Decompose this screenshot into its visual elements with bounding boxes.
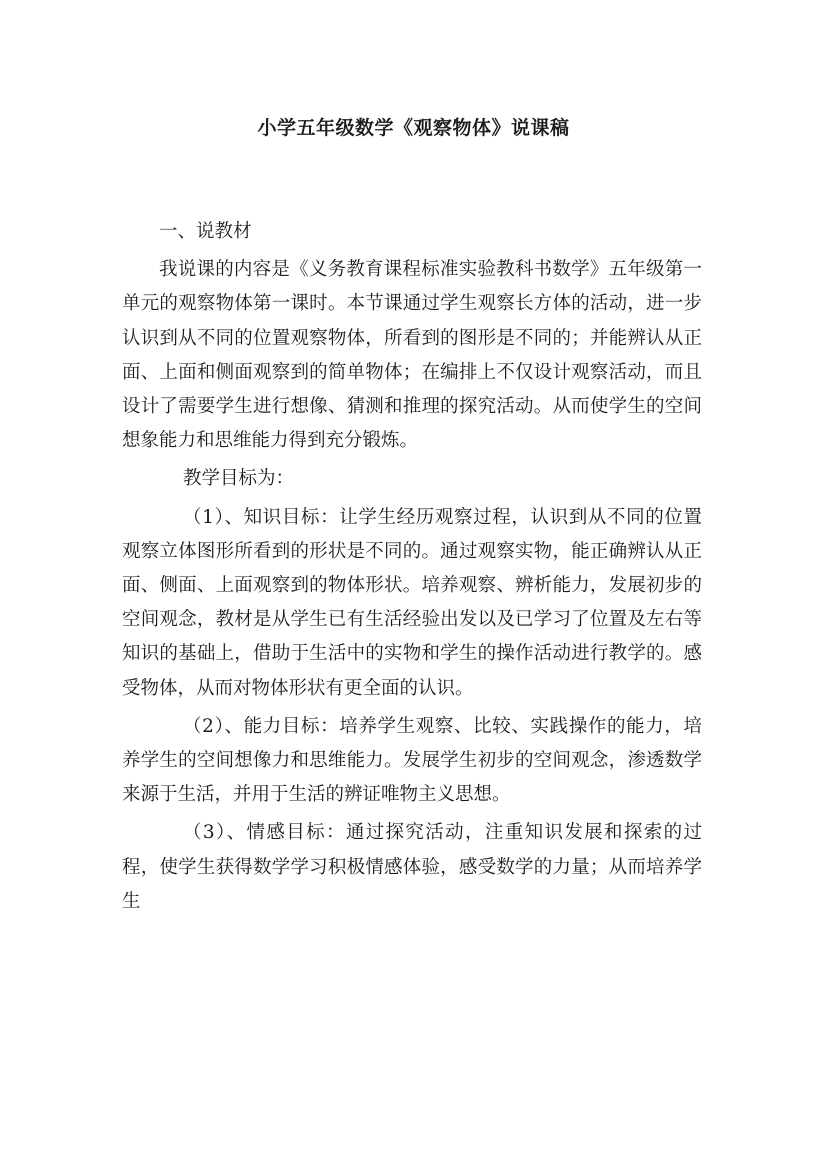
document-title: 小学五年级数学《观察物体》说课稿 <box>257 117 570 139</box>
goal-emotion: （3）、情感目标：通过探究活动，注重知识发展和探索的过程，使学生获得数学学习积极情感体验，感受数学的力量；从而培养学生 <box>122 822 702 912</box>
paragraph-textbook-intro: 我说课的内容是《义务教育课程标准实验教科书数学》五年级第一单元的观察物体第一课时。本节课通过学生观察长方体的活动，进一步认识到从不同的位置观察物体，所看到的图形是不同的；并能辨认从正面、上面和侧面观察到的简单物体；在编排上不仅设计观察活动，而且设计了需要学生进行想像、猜测和推理的探究活动。从而使学生的空间想象能力和思维能力得到充分锻炼。 <box>122 259 702 452</box>
document-body <box>122 215 702 923</box>
goal-ability: （2）、能力目标：培养学生观察、比较、实践操作的能力，培养学生的空间想像力和思维能力。发展学生初步的空间观念，渗透数学来源于生活，并用于生活的辨证唯物主义思想。 <box>122 715 702 806</box>
goals-title: 教学目标为： <box>183 468 295 490</box>
goal-knowledge: （1）、知识目标：让学生经历观察过程，认识到从不同的位置观察立体图形所看到的形状是不同的。通过观察实物，能正确辨认从正面、侧面、上面观察到的物体形状。培养观察、辨析能力，发展初步的空间观念，教材是从学生已有生活经验出发以及已学习了位置及左右等知识的基础上，借助于生活中的实物和学生的操作活动进行教学的。感受物体，从而对物体形状有更全面的认识。 <box>122 506 702 699</box>
section-heading-textbook: 一、说教材 <box>159 221 252 242</box>
